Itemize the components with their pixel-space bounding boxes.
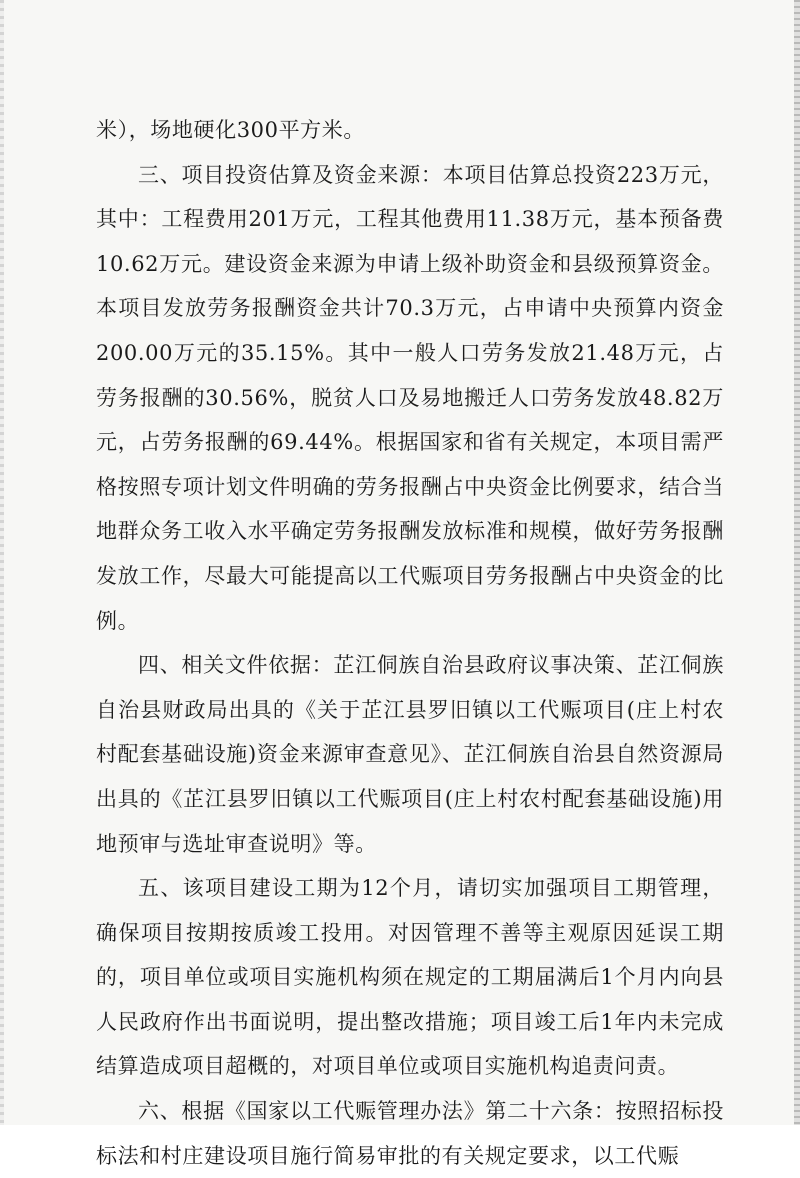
paragraph-investment-estimate: 三、项目投资估算及资金来源：本项目估算总投资223万元，其中：工程费用201万元，工程其他费用11.38万元，基本预备费10.62万元。建设资金来源为申请上级补助资金和县级预算资金。本项目发放劳务报酬资金共计70.3万元，占申请中央预算内资金200.00万元的35.15%。其中一般人口劳务发放21.48万元，占劳务报酬的30.56%，脱贫人口及易地搬迁人口劳务发放48.82万元，占劳务报酬的69.44%。根据国家和省有关规定，本项目需严格按照专项计划文件明确的劳务报酬占中央资金比例要求，结合当地群众务工收入水平确定劳务报酬发放标准和规模，做好劳务报酬发放工作，尽最大可能提高以工代赈项目劳务报酬占中央资金的比例。 <box>96 162 724 633</box>
scan-edge-left <box>0 0 4 1125</box>
paragraph-document-basis: 四、相关文件依据：芷江侗族自治县政府议事决策、芷江侗族自治县财政局出具的《关于芷江县罗旧镇以工代赈项目(庄上村农村配套基础设施)资金来源审查意见》、芷江侗族自治县自然资源局出具的《芷江县罗旧镇以工代赈项目(庄上村农村配套基础设施)用地预审与选址审查说明》等。 <box>96 653 724 856</box>
scan-edge-right <box>794 0 800 1125</box>
paragraph-continuation: 米），场地硬化300平方米。 <box>96 118 365 142</box>
paragraph-management-rules: 六、根据《国家以工代赈管理办法》第二十六条：按照招标投标法和村庄建设项目施行简易审批的有关规定要求，以工代赈 <box>96 1099 724 1168</box>
document-body <box>96 108 724 1178</box>
paragraph-construction-period: 五、该项目建设工期为12个月，请切实加强项目工期管理，确保项目按期按质竣工投用。对因管理不善等主观原因延误工期的，项目单位或项目实施机构须在规定的工期届满后1个月内向县人民政府作出书面说明，提出整改措施；项目竣工后1年内未完成结算造成项目超概的，对项目单位或项目实施机构追责问责。 <box>96 876 724 1079</box>
